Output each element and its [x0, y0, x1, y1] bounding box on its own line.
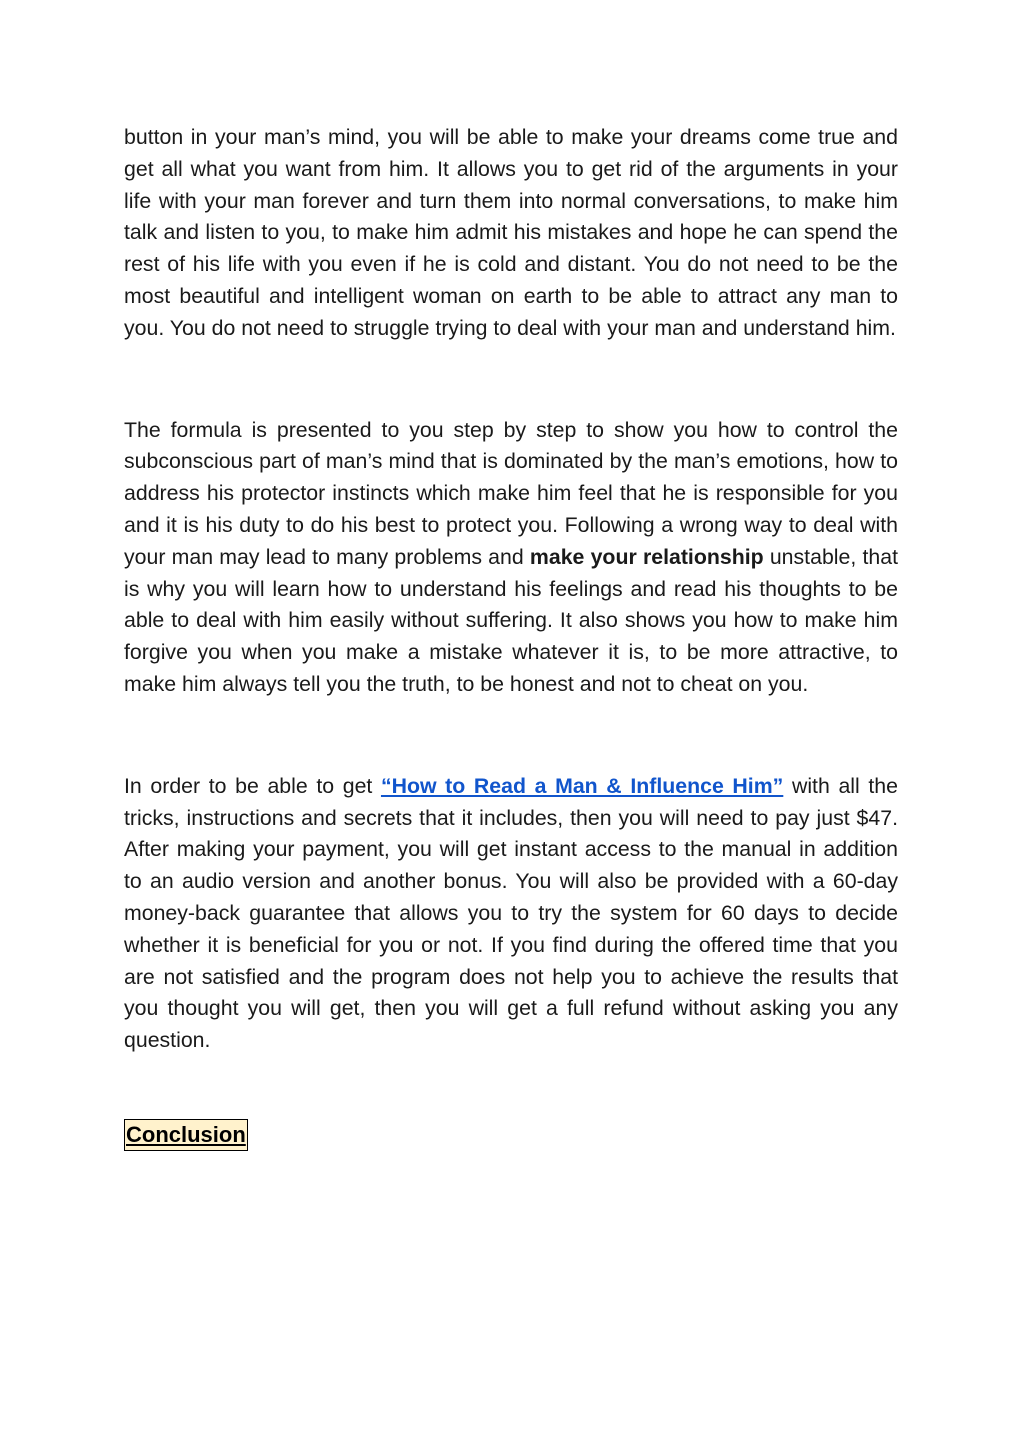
conclusion-heading: Conclusion	[124, 1119, 248, 1151]
paragraph-2-bold-phrase: make your relationship	[529, 544, 764, 569]
product-link[interactable]: “How to Read a Man & Influence Him”	[380, 773, 784, 798]
paragraph-2	[124, 415, 898, 701]
paragraph-2-text-before: The formula is presented to you step by step to show you how to control the subconscious part of man’s mind that is dominated by the man’s emotions, how to address his protector instincts which make him feel that he is responsible for you and it is his duty to do his best to protect you. Following a wrong way to deal with your man may lead to many problems and	[124, 417, 898, 569]
paragraph-2-text-after: unstable, that is why you will learn how to understand his feelings and read his thoughts to be able to deal with him easily without suffering. It also shows you how to make him forgive you when you make a mistake whatever it is, to be more attractive, to make him always tell you the truth, to be honest and not to cheat on you.	[124, 544, 898, 696]
paragraph-3-text-before: In order to be able to get	[124, 773, 381, 798]
paragraph-1	[124, 122, 898, 345]
paragraph-1-text: button in your man’s mind, you will be able to make your dreams come true and get all what you want from him. It allows you to get rid of the arguments in your life with your man forever and turn them into normal conversations, to make him talk and listen to you, to make him admit his mistakes and hope he can spend the rest of his life with you even if he is cold and distant. You do not need to be the most beautiful and intelligent woman on earth to be able to attract any man to you. You do not need to struggle trying to deal with your man and understand him.	[124, 125, 898, 340]
paragraph-3-text-after: with all the tricks, instructions and secrets that it includes, then you will need to pay just $47. After making your payment, you will get instant access to the manual in addition to an audio version and another bonus. You will also be provided with a 60-day money-back guarantee that allows you to try the system for 60 days to decide whether it is beneficial for you or not. If you find during the offered time that you are not satisfied and the program does not help you to achieve the results that you thought you will get, then you will get a full refund without asking you any question.	[124, 773, 898, 1053]
conclusion-section	[124, 1119, 898, 1152]
document-body	[124, 122, 898, 1152]
paragraph-3	[124, 771, 898, 1057]
